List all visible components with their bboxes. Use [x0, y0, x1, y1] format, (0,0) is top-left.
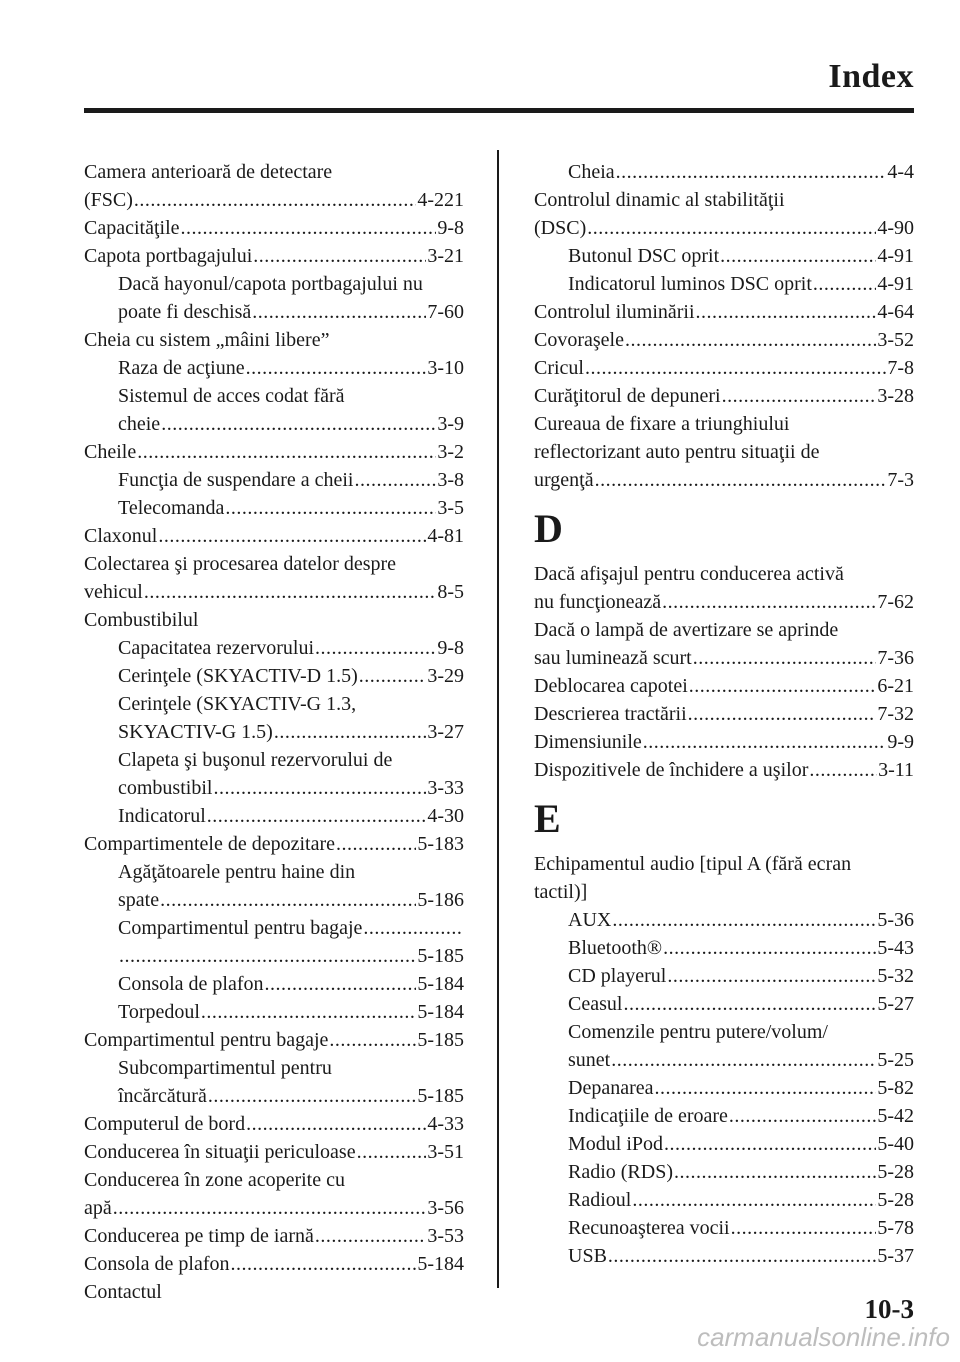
index-entry-text: Descrierea tractării — [534, 703, 687, 725]
index-entry — [534, 990, 914, 1018]
index-entry — [84, 466, 464, 494]
index-entry-page: 5-184 — [417, 1253, 464, 1275]
index-entry — [84, 942, 464, 970]
index-entry-text: Cerinţele (SKYACTIV-D 1.5) — [118, 665, 358, 687]
index-entry-page: 5-42 — [877, 1105, 914, 1127]
dot-leader — [315, 1222, 426, 1250]
index-entry-page: 3-21 — [427, 245, 464, 267]
index-entry-page: 3-8 — [437, 469, 464, 491]
index-entry-text: Compartimentul pentru bagaje — [84, 1029, 329, 1051]
index-entry-text: sau luminează scurt — [534, 647, 692, 669]
dot-leader — [207, 802, 427, 830]
index-entry-page: 7-8 — [887, 357, 914, 379]
index-entry-text: tactil)] — [534, 881, 588, 903]
index-entry — [84, 718, 464, 746]
index-entry — [534, 560, 914, 588]
dot-leader — [689, 672, 877, 700]
dot-leader — [113, 1194, 427, 1222]
dot-leader — [231, 1250, 417, 1278]
index-entry-text: Claxonul — [84, 525, 158, 547]
index-entry — [84, 1082, 464, 1110]
dot-leader — [729, 1102, 876, 1130]
index-entry-page: 3-29 — [427, 665, 464, 687]
dot-leader — [667, 962, 876, 990]
index-entry — [84, 298, 464, 326]
dot-leader — [625, 326, 876, 354]
index-entry — [84, 606, 464, 634]
index-entry — [84, 382, 464, 410]
index-entry — [84, 578, 464, 606]
index-entry-page: 5-186 — [417, 889, 464, 911]
index-entry-page: 5-36 — [877, 909, 914, 931]
dot-leader — [329, 1026, 416, 1054]
index-entry-text: Torpedoul — [118, 1001, 200, 1023]
index-entry — [534, 438, 914, 466]
index-entry — [84, 774, 464, 802]
index-entry — [534, 934, 914, 962]
dot-leader — [208, 1082, 417, 1110]
index-entry-page: 7-60 — [427, 301, 464, 323]
index-entry — [534, 1186, 914, 1214]
index-entry-text: Cricul — [534, 357, 584, 379]
index-entry-text: CD playerul — [568, 965, 667, 987]
dot-leader — [137, 438, 436, 466]
index-entries-c-continued — [534, 158, 914, 494]
index-entry-page: 3-33 — [427, 777, 464, 799]
dot-leader — [587, 214, 876, 242]
index-entry — [534, 756, 914, 784]
index-entry — [534, 906, 914, 934]
index-entry — [84, 186, 464, 214]
index-entry — [84, 326, 464, 354]
index-entry — [84, 354, 464, 382]
index-entry-page: 7-62 — [877, 591, 914, 613]
index-entry — [84, 494, 464, 522]
index-entry-text: apă — [84, 1197, 112, 1219]
index-entry-text: AUX — [568, 909, 612, 931]
index-entry-text: Covoraşele — [534, 329, 624, 351]
index-entry-page: 4-4 — [887, 161, 914, 183]
dot-leader — [246, 1110, 426, 1138]
index-entry-page: 3-10 — [427, 357, 464, 379]
dot-leader — [213, 774, 426, 802]
index-entry — [84, 438, 464, 466]
index-entry — [84, 746, 464, 774]
index-entry-page: 6-21 — [877, 675, 914, 697]
index-entry — [84, 970, 464, 998]
index-entry-text: Compartimentele de depozitare — [84, 833, 336, 855]
dot-leader — [158, 522, 426, 550]
index-entry-text: Depanarea — [568, 1077, 654, 1099]
index-entry-text: Dacă o lampă de avertizare se aprinde — [534, 619, 839, 641]
dot-leader — [161, 410, 436, 438]
index-entry-page: 8-5 — [437, 581, 464, 603]
index-entry-text: încărcătură — [118, 1085, 207, 1107]
index-entry-text: Telecomanda — [118, 497, 225, 519]
page-title: Index — [828, 58, 914, 95]
index-entry-page: 4-81 — [427, 525, 464, 547]
dot-leader — [616, 158, 887, 186]
index-entry-page: 3-5 — [437, 497, 464, 519]
index-entry-page: 3-56 — [427, 1197, 464, 1219]
index-entry-page: 4-91 — [877, 245, 914, 267]
index-entry — [84, 690, 464, 718]
dot-leader — [688, 700, 877, 728]
index-entry-page: 5-40 — [877, 1133, 914, 1155]
index-entry-text: Contactul — [84, 1281, 162, 1303]
dot-leader — [359, 662, 427, 690]
index-entry — [534, 700, 914, 728]
index-entry-text: Raza de acţiune — [118, 357, 245, 379]
dot-leader — [315, 634, 436, 662]
dot-leader — [363, 914, 463, 942]
index-entry-page: 4-33 — [427, 1113, 464, 1135]
section-letter-e: E — [534, 796, 561, 841]
index-entry-text: (FSC) — [84, 189, 133, 211]
index-entry-text: combustibil — [118, 777, 213, 799]
dot-leader — [246, 354, 427, 382]
index-entry — [534, 326, 914, 354]
dot-leader — [252, 298, 426, 326]
index-entry — [534, 1130, 914, 1158]
index-entry — [84, 914, 464, 942]
index-entry-page: 5-184 — [417, 973, 464, 995]
index-entry — [534, 728, 914, 756]
index-entry — [84, 410, 464, 438]
dot-leader — [357, 1138, 427, 1166]
dot-leader — [595, 466, 887, 494]
index-entry-text: Comenzile pentru putere/volum/ — [568, 1021, 828, 1043]
index-entry — [84, 1026, 464, 1054]
index-entry — [84, 830, 464, 858]
index-entry-text: Deblocarea capotei — [534, 675, 688, 697]
index-entry-page: 5-27 — [877, 993, 914, 1015]
column-divider — [497, 150, 499, 1288]
index-entry-page: 3-28 — [877, 385, 914, 407]
dot-leader — [119, 942, 416, 970]
index-entry — [534, 466, 914, 494]
index-entry-text: Capota portbagajului — [84, 245, 253, 267]
index-entry-text: Cheia — [568, 161, 615, 183]
index-entry-text: Indicaţiile de eroare — [568, 1105, 728, 1127]
index-entry — [84, 1054, 464, 1082]
index-entry — [84, 1278, 464, 1306]
index-entry — [84, 550, 464, 578]
dot-leader — [632, 1186, 876, 1214]
index-entry-text: USB — [568, 1245, 607, 1267]
index-entry-text: Radioul — [568, 1189, 632, 1211]
index-entry-text: Cureaua de fixare a triunghiului — [534, 413, 790, 435]
index-entry-text: Conducerea în zone acoperite cu — [84, 1169, 345, 1191]
section-letter-d: D — [534, 506, 563, 551]
index-entry — [84, 1138, 464, 1166]
index-entry — [534, 588, 914, 616]
index-entry-page: 5-184 — [417, 1001, 464, 1023]
index-entry-text: Controlul iluminării — [534, 301, 695, 323]
index-entry-text: Agăţătoarele pentru haine din — [118, 861, 356, 883]
header-rule — [84, 108, 914, 113]
index-entry-text: Funcţia de suspendare a cheii — [118, 469, 354, 491]
index-entry-text: Indicatorul luminos DSC oprit — [568, 273, 812, 295]
index-entry-text: Recunoaşterea vocii — [568, 1217, 730, 1239]
watermark: carmanualsonline.info — [697, 1322, 950, 1352]
index-entry — [84, 662, 464, 690]
index-entry-text: Dispozitivele de închidere a uşilor — [534, 759, 809, 781]
index-entry-text: Dacă afişajul pentru conducerea activă — [534, 563, 844, 585]
index-entry-page: 5-185 — [417, 1085, 464, 1107]
dot-leader — [655, 1074, 877, 1102]
dot-leader — [611, 1046, 876, 1074]
index-entry — [534, 270, 914, 298]
index-entry-text: Radio (RDS) — [568, 1161, 673, 1183]
index-entry-page: 9-8 — [437, 217, 464, 239]
index-entry-text: urgenţă — [534, 469, 594, 491]
dot-leader — [134, 186, 416, 214]
index-entry-page: 5-183 — [417, 833, 464, 855]
index-entry — [84, 1222, 464, 1250]
index-entry-page: 5-78 — [877, 1217, 914, 1239]
index-entry — [534, 616, 914, 644]
index-entry — [534, 1158, 914, 1186]
index-entry-text: Subcompartimentul pentru — [118, 1057, 332, 1079]
dot-leader — [201, 998, 416, 1026]
index-entry — [534, 242, 914, 270]
index-entry — [84, 1194, 464, 1222]
index-entry — [534, 354, 914, 382]
index-entry — [534, 410, 914, 438]
index-entry-page: 7-36 — [877, 647, 914, 669]
index-entry — [84, 802, 464, 830]
index-entry-page: 4-90 — [877, 217, 914, 239]
index-entry-page: 5-185 — [417, 945, 464, 967]
index-entry-page: 5-82 — [877, 1077, 914, 1099]
index-entry — [534, 850, 914, 878]
page-number: 10-3 — [864, 1294, 914, 1324]
index-entry-text: Capacitatea rezervorului — [118, 637, 314, 659]
index-entry-text: Consola de plafon — [118, 973, 264, 995]
index-entry-text: sunet — [568, 1049, 611, 1071]
index-entry-page: 3-27 — [427, 721, 464, 743]
index-entry-text: Bluetooth® — [568, 937, 663, 959]
index-entry-page: 5-43 — [877, 937, 914, 959]
dot-leader — [731, 1214, 877, 1242]
index-entries-e — [534, 850, 914, 1270]
index-entry-page: 4-64 — [877, 301, 914, 323]
index-entry-page: 4-30 — [427, 805, 464, 827]
index-entry — [84, 158, 464, 186]
dot-leader — [181, 214, 437, 242]
index-entry — [534, 878, 914, 906]
index-entry — [84, 522, 464, 550]
index-entry-text: Clapeta şi buşonul rezervorului de — [118, 749, 393, 771]
dot-leader — [809, 756, 877, 784]
index-entry-page: 3-52 — [877, 329, 914, 351]
index-entry — [534, 382, 914, 410]
dot-leader — [674, 1158, 876, 1186]
index-entry-text: Ceasul — [568, 993, 623, 1015]
index-entry — [84, 1110, 464, 1138]
index-entry-text: vehicul — [84, 581, 143, 603]
index-entry — [534, 1242, 914, 1270]
index-entry — [84, 270, 464, 298]
dot-leader — [160, 886, 416, 914]
index-entry-text: Conducerea în situaţii periculoase — [84, 1141, 356, 1163]
index-entry — [84, 242, 464, 270]
dot-leader — [662, 588, 876, 616]
dot-leader — [696, 298, 877, 326]
index-entry-text: Curăţitorul de depuneri — [534, 385, 721, 407]
index-entry-page: 5-37 — [877, 1245, 914, 1267]
dot-leader — [585, 354, 886, 382]
index-entry — [534, 1074, 914, 1102]
index-entry — [534, 1214, 914, 1242]
dot-leader — [225, 494, 436, 522]
index-entry-page: 5-28 — [877, 1161, 914, 1183]
index-entry — [84, 886, 464, 914]
index-entry-text: Dimensiunile — [534, 731, 642, 753]
dot-leader — [144, 578, 436, 606]
index-entry-text: Controlul dinamic al stabilităţii — [534, 189, 785, 211]
dot-leader — [643, 728, 887, 756]
index-entry-text: Combustibilul — [84, 609, 199, 631]
index-entry — [84, 1250, 464, 1278]
index-entry-text: nu funcţionează — [534, 591, 662, 613]
index-entry-text: Sistemul de acces codat fără — [118, 385, 345, 407]
index-entry-page: 5-25 — [877, 1049, 914, 1071]
index-entry — [534, 672, 914, 700]
index-entry-text: poate fi deschisă — [118, 301, 252, 323]
index-entry — [84, 858, 464, 886]
index-entry-text: Capacităţile — [84, 217, 180, 239]
index-entry-text: Modul iPod — [568, 1133, 664, 1155]
index-entry — [534, 186, 914, 214]
dot-leader — [813, 270, 876, 298]
dot-leader — [265, 970, 417, 998]
index-entry — [534, 1046, 914, 1074]
index-entry-page: 4-221 — [417, 189, 464, 211]
index-entry — [534, 962, 914, 990]
index-entry-page: 9-8 — [437, 637, 464, 659]
index-entry-page: 4-91 — [877, 273, 914, 295]
index-entry-page: 5-32 — [877, 965, 914, 987]
dot-leader — [663, 934, 876, 962]
index-entry-page: 3-2 — [437, 441, 464, 463]
index-entry — [84, 998, 464, 1026]
index-entry-page: 3-9 — [437, 413, 464, 435]
index-entry-page: 3-53 — [427, 1225, 464, 1247]
index-entry-text: Indicatorul — [118, 805, 206, 827]
dot-leader — [664, 1130, 876, 1158]
index-entry-text: (DSC) — [534, 217, 587, 239]
index-entry — [534, 158, 914, 186]
index-entry-page: 7-3 — [887, 469, 914, 491]
dot-leader — [623, 990, 876, 1018]
index-entry-page: 9-9 — [887, 731, 914, 753]
index-entry — [534, 298, 914, 326]
dot-leader — [253, 242, 426, 270]
index-entry-page: 7-32 — [877, 703, 914, 725]
index-entry-page: 3-51 — [427, 1141, 464, 1163]
index-entry-text: Colectarea şi procesarea datelor despre — [84, 553, 397, 575]
index-entry-text: Dacă hayonul/capota portbagajului nu — [118, 273, 423, 295]
index-column-right — [534, 158, 914, 1270]
dot-leader — [336, 830, 416, 858]
index-entry — [534, 214, 914, 242]
index-entry — [84, 1166, 464, 1194]
dot-leader — [354, 466, 436, 494]
index-entry-text: Conducerea pe timp de iarnă — [84, 1225, 314, 1247]
dot-leader — [720, 242, 876, 270]
index-entries-d — [534, 560, 914, 784]
index-entry-text: Consola de plafon — [84, 1253, 230, 1275]
index-entry — [534, 644, 914, 672]
index-entry-text: SKYACTIV-G 1.5) — [118, 721, 273, 743]
index-entry-text: Cheile — [84, 441, 137, 463]
index-entry-text: Echipamentul audio [tipul A (fără ecran — [534, 853, 852, 875]
index-entry-page: 3-11 — [878, 759, 914, 781]
index-entry-text: Compartimentul pentru bagaje — [118, 917, 363, 939]
dot-leader — [608, 1242, 876, 1270]
index-entry-text: spate — [118, 889, 160, 911]
index-entry-text: Cheia cu sistem „mâini libere” — [84, 329, 330, 351]
index-entry-text: reflectorizant auto pentru situaţii de — [534, 441, 820, 463]
index-column-left — [84, 158, 464, 1306]
index-entry-text: cheie — [118, 413, 161, 435]
index-entry-page: 5-185 — [417, 1029, 464, 1051]
dot-leader — [693, 644, 877, 672]
index-entry-text: Cerinţele (SKYACTIV-G 1.3, — [118, 693, 357, 715]
dot-leader — [722, 382, 877, 410]
index-entry — [534, 1018, 914, 1046]
index-entry-text: Computerul de bord — [84, 1113, 246, 1135]
index-entry — [534, 1102, 914, 1130]
dot-leader — [612, 906, 876, 934]
index-entry-page: 5-28 — [877, 1189, 914, 1211]
index-entry-text: Butonul DSC oprit — [568, 245, 720, 267]
index-entry — [84, 214, 464, 242]
dot-leader — [274, 718, 427, 746]
index-entry-text: Camera anterioară de detectare — [84, 161, 333, 183]
index-entry — [84, 634, 464, 662]
